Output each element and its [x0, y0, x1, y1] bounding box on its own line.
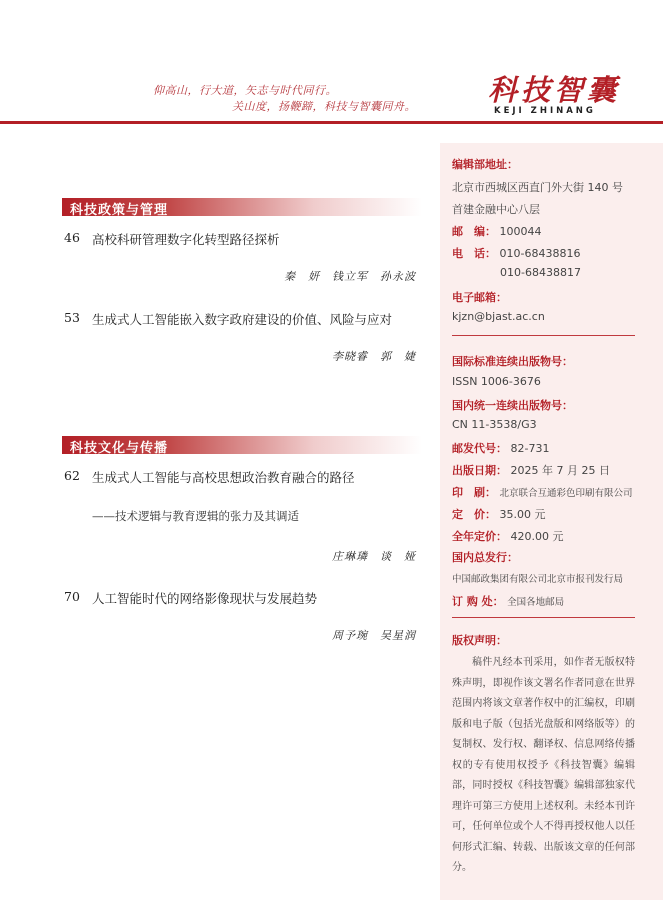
subscribe-value: 全国各地邮局	[507, 597, 565, 608]
postcode-value: 100044	[499, 225, 542, 238]
article-title[interactable]: 生成式人工智能与高校思想政治教育融合的路径	[92, 470, 355, 485]
phone-value-1: 010-68438816	[499, 247, 581, 260]
price-value: 35.00 元	[499, 508, 546, 521]
copyright-label: 版权声明：	[452, 634, 507, 647]
email-label: 电子邮箱：	[452, 291, 507, 304]
printer-row	[452, 484, 633, 500]
section-title: 科技文化与传播	[70, 441, 169, 456]
postcode-label: 邮 编：	[452, 225, 496, 238]
phone-label: 电 话：	[452, 247, 496, 260]
article-subtitle: ——技术逻辑与教育逻辑的张力及其调适	[92, 509, 299, 523]
issn-label: 国际标准连续出版物号：	[452, 355, 573, 368]
article-page-number: 70	[64, 589, 80, 604]
header-divider	[0, 121, 663, 124]
article-title[interactable]: 人工智能时代的网络影像现状与发展趋势	[92, 591, 318, 606]
article-page-number: 46	[64, 230, 80, 245]
issn-value: ISSN 1006-3676	[452, 375, 541, 388]
postal-code-value: 82-731	[510, 442, 550, 455]
pubdate-row	[452, 462, 610, 478]
logo-english: KEJI ZHINANG	[494, 106, 596, 116]
annual-price-row	[452, 528, 564, 544]
printer-value: 北京联合互通彩色印刷有限公司	[499, 488, 633, 499]
article-authors: 秦 妍 钱立军 孙永波	[284, 270, 416, 283]
email-value[interactable]: kjzn@bjast.ac.cn	[452, 310, 545, 323]
postcode-row	[452, 223, 542, 239]
price-label: 定 价：	[452, 508, 496, 521]
article-title[interactable]: 高校科研管理数字化转型路径探析	[92, 232, 280, 247]
price-row	[452, 506, 546, 522]
pubdate-label: 出版日期：	[452, 464, 507, 477]
phone-row	[452, 245, 580, 261]
pubdate-value: 2025 年 7 月 25 日	[510, 464, 610, 477]
address-line-2: 首建金融中心八层	[452, 203, 540, 216]
info-divider-1	[452, 335, 635, 336]
article-page-number: 62	[64, 468, 80, 483]
annual-price-value: 420.00 元	[510, 530, 564, 543]
article-authors: 周予琬 吴星润	[332, 629, 416, 642]
address-label: 编辑部地址：	[452, 158, 518, 171]
copyright-text: 稿件凡经本刊采用，如作者无版权特殊声明，即视作该文署名作者同意在世界范围内将该文章著作权中的汇编权，印刷版和电子版（包括光盘版和网络版等）的复制权、发行权、翻译权、信息网络传播权的专有使用权授予《科技智囊》编辑部，同时授权《科技智囊》编辑部独家代理许可第三方使用上述权利。未经本刊许可，任何单位或个人不得再授权他人以任何形式汇编、转载、出版该文章的任何部分。	[452, 657, 635, 873]
postal-code-label: 邮发代号：	[452, 442, 507, 455]
page-header	[0, 0, 663, 125]
cn-value: CN 11-3538/G3	[452, 418, 537, 431]
phone-value-2: 010-68438817	[500, 266, 581, 279]
slogan-line-2: 关山度，扬鞭蹄，科技与智囊同舟。	[232, 100, 416, 113]
distributor-value: 中国邮政集团有限公司北京市报刊发行局	[452, 574, 624, 585]
subscribe-label: 订 购 处：	[452, 595, 504, 608]
article-page-number: 53	[64, 310, 80, 325]
annual-price-label: 全年定价：	[452, 530, 507, 543]
subscribe-row	[452, 593, 564, 609]
section-bar-culture	[62, 436, 422, 454]
cn-label: 国内统一连续出版物号：	[452, 399, 573, 412]
section-bar-policy	[62, 198, 422, 216]
postal-code-row	[452, 440, 549, 456]
article-title[interactable]: 生成式人工智能嵌入数字政府建设的价值、风险与应对	[92, 312, 393, 327]
logo-chinese: 科技智囊	[488, 73, 621, 107]
address-line-1: 北京市西城区西直门外大街 140 号	[452, 181, 623, 194]
slogan-line-1: 仰高山，行大道，矢志与时代同行。	[153, 84, 337, 97]
article-authors: 李晓睿 郭 婕	[332, 350, 416, 363]
article-authors: 庄琳璘 谈 娅	[332, 550, 416, 563]
distributor-label: 国内总发行：	[452, 551, 518, 564]
journal-logo	[488, 68, 628, 120]
info-divider-2	[452, 617, 635, 618]
printer-label: 印 刷：	[452, 486, 496, 499]
section-title: 科技政策与管理	[70, 203, 169, 218]
